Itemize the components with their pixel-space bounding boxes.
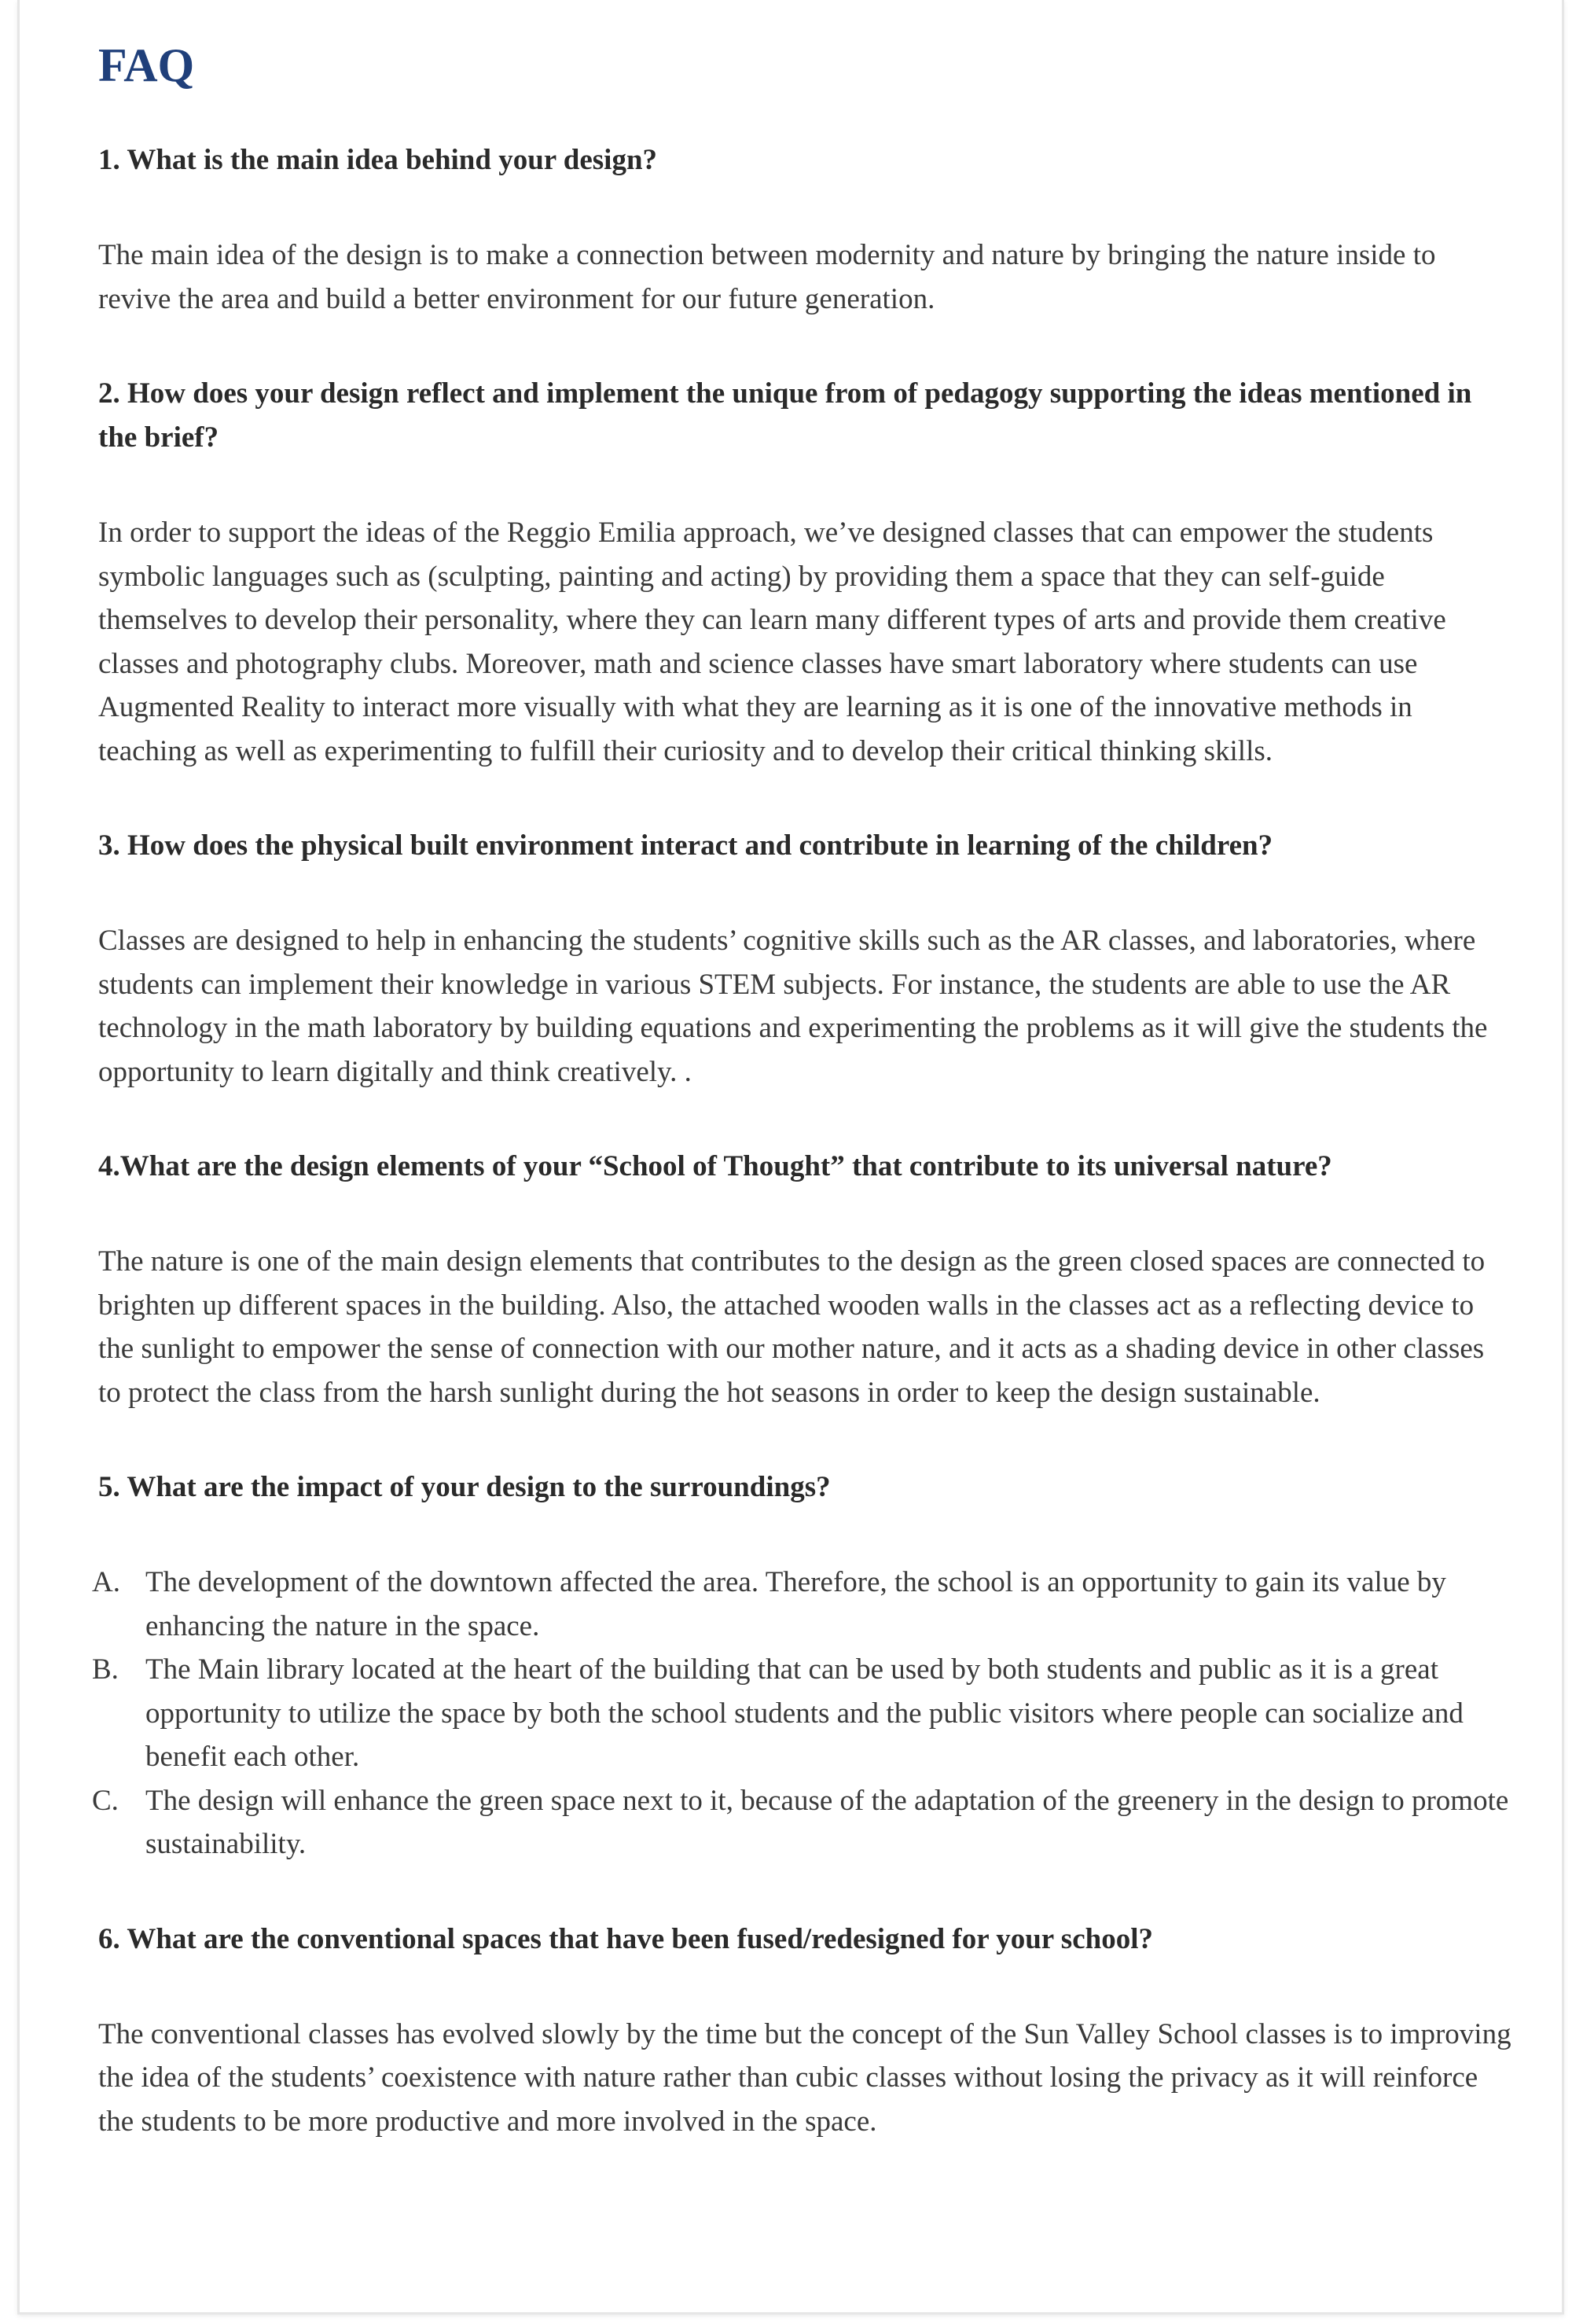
- faq-item-1: [98, 138, 1513, 372]
- faq-question: 6. What are the conventional spaces that have been fused/redesigned for your school?: [98, 1922, 1153, 1955]
- faq-answer: The nature is one of the main design elements that contributes to the design as the green closed spaces are connected to brighten up different spaces in the building. Also, the attached wooden walls in the classes act as a reflecting device to the sunlight to empower the sense of connection with our mother nature, and it acts as a shading device in other classes to protect the class from the harsh sunlight during the hot seasons in order to keep the design sustainable.: [98, 1245, 1486, 1409]
- list-item: [92, 1561, 1513, 1648]
- list-item-text: The development of the downtown affected the area. Therefore, the school is an opportunity to gain its value by enhancing the nature in the space.: [145, 1566, 1446, 1642]
- page-title: FAQ: [98, 39, 195, 91]
- list-marker: C.: [92, 1784, 119, 1817]
- list-item-text: The Main library located at the heart of the building that can be used by both students and public as it is a great opportunity to utilize the space by both the school students and the public visitors where people can socialize and benefit each other.: [145, 1653, 1464, 1773]
- list-item: [92, 1648, 1513, 1779]
- faq-item-2: [98, 372, 1513, 824]
- document-content: [92, 31, 1513, 2143]
- faq-item-6: [98, 1918, 1513, 2144]
- faq-question: 3. How does the physical built environment interact and contribute in learning of the children?: [98, 829, 1273, 862]
- faq-item-4: [98, 1145, 1513, 1465]
- faq-answer-list: [92, 1561, 1513, 1866]
- document-page: [17, 0, 1564, 2315]
- list-item-text: The design will enhance the green space next to it, because of the adaptation of the greenery in the design to promote sustainability.: [145, 1784, 1509, 1860]
- faq-answer: In order to support the ideas of the Reggio Emilia approach, we’ve designed classes that can empower the students symbolic languages such as (sculpting, painting and acting) by providing them a space that they can self-guide themselves to develop their personality, where they can learn many different types of arts and provide them creative classes and photography clubs. Moreover, math and science classes have smart laboratory where students can use Augmented Reality to interact more visually with what they are learning as it is one of the innovative methods in teaching as well as experimenting to fulfill their curiosity and to develop their critical thinking skills.: [98, 517, 1446, 767]
- faq-item-5: [92, 1465, 1513, 1918]
- faq-answer: The conventional classes has evolved slowly by the time but the concept of the Sun Valley School classes is to improving the idea of the students’ coexistence with nature rather than cubic classes without losing the privacy as it will reinforce the students to be more productive and more involved in the space.: [98, 2017, 1511, 2138]
- list-marker: B.: [92, 1653, 119, 1686]
- faq-answer: Classes are designed to help in enhancing the students’ cognitive skills such as the AR classes, and laboratories, where students can implement their knowledge in various STEM subjects. For instance, the students are able to use the AR technology in the math laboratory by building equations and experimenting the problems as it will give the students the opportunity to learn digitally and think creatively. .: [98, 925, 1488, 1088]
- faq-answer: The main idea of the design is to make a connection between modernity and nature by bringing the nature inside to revive the area and build a better environment for our future generation.: [98, 239, 1436, 315]
- faq-question: 4.What are the design elements of your “School of Thought” that contribute to its universal nature?: [98, 1150, 1332, 1182]
- faq-question: 1. What is the main idea behind your design?: [98, 144, 658, 176]
- faq-item-3: [98, 824, 1513, 1145]
- list-marker: A.: [92, 1566, 120, 1598]
- faq-question: 2. How does your design reflect and implement the unique from of pedagogy supporting the ideas mentioned in the brief?: [98, 377, 1472, 454]
- faq-question: 5. What are the impact of your design to the surroundings?: [98, 1471, 831, 1503]
- list-item: [92, 1779, 1513, 1866]
